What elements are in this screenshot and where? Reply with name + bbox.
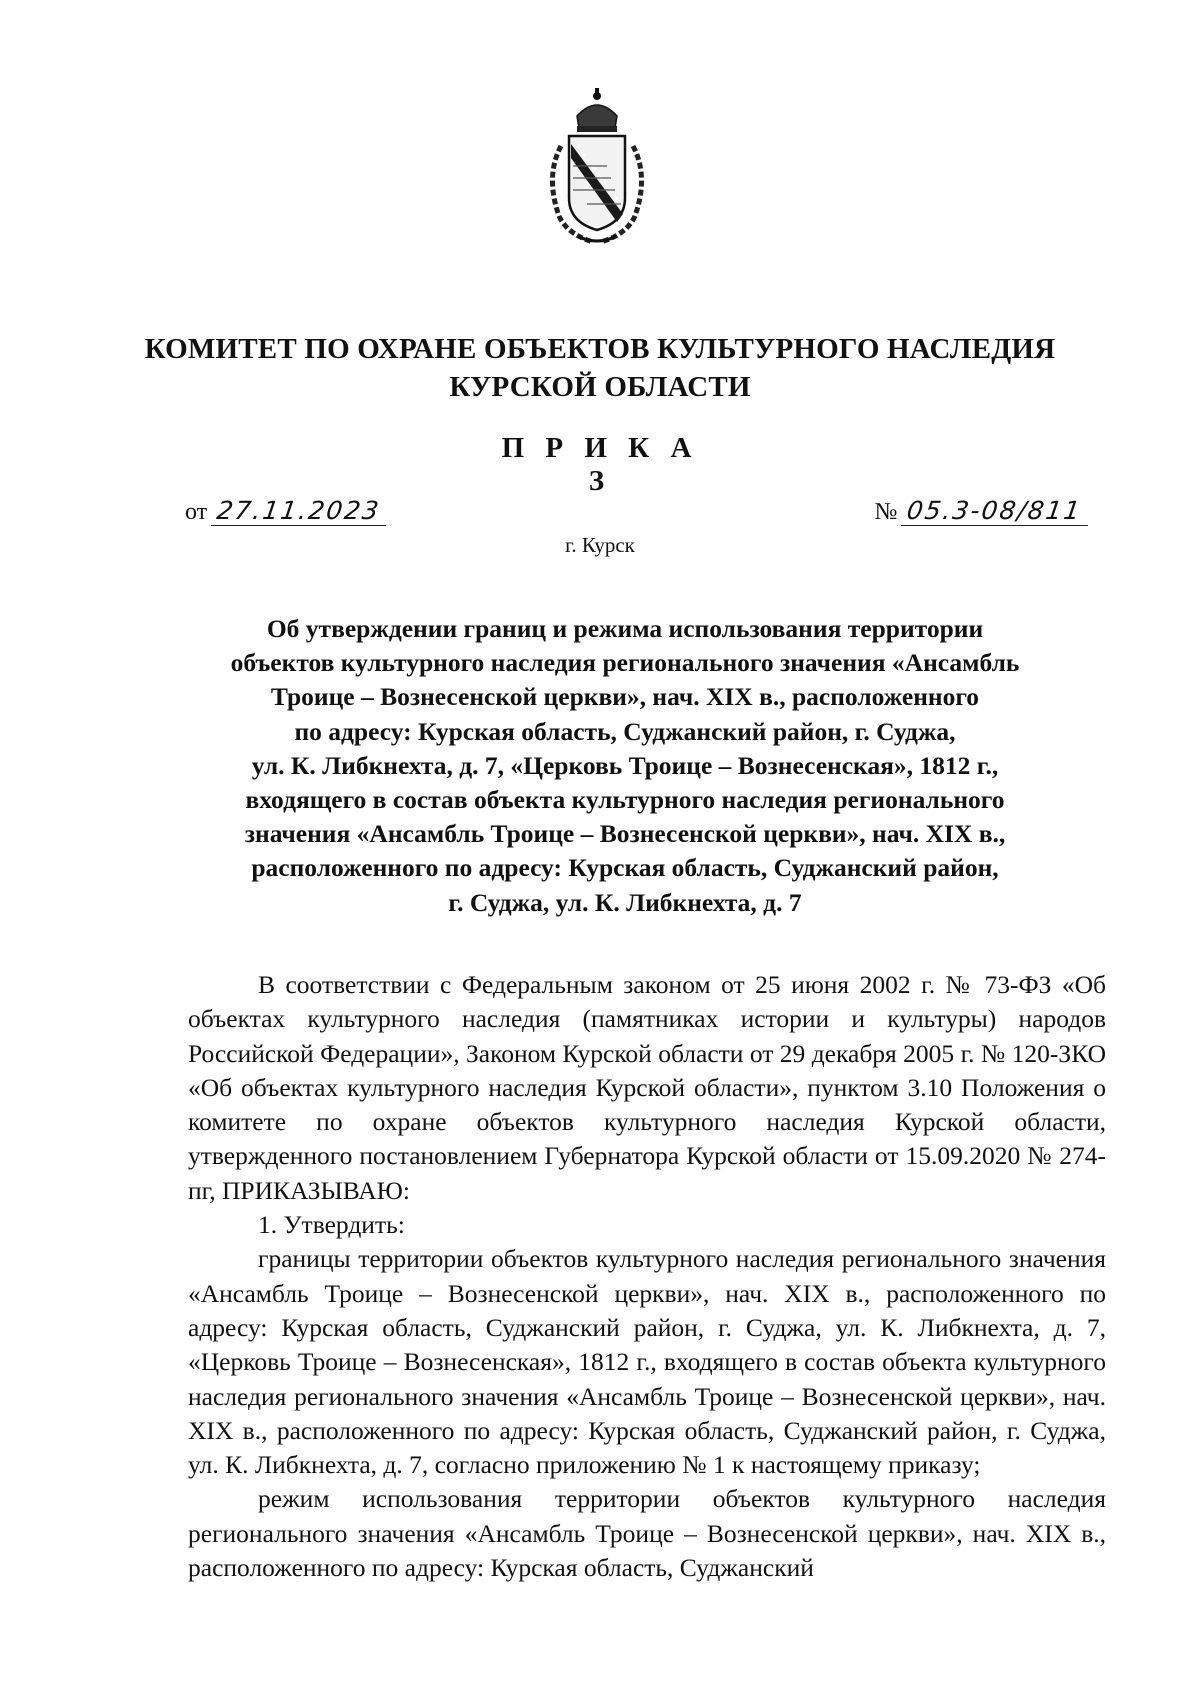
number-prefix: № <box>874 499 898 525</box>
date-row <box>185 496 388 526</box>
number-row <box>874 496 1090 526</box>
document-type: П Р И К А З <box>501 432 699 497</box>
organization-name-line-2: КУРСКОЙ ОБЛАСТИ <box>449 371 751 403</box>
item-1-heading: 1. Утвердить: <box>258 1210 405 1240</box>
order-title <box>185 612 1065 920</box>
title-line: Троице – Вознесенской церкви», нач. XIX в., расположенного <box>270 682 980 712</box>
boundaries-paragraph: границы территории объектов культурного наследия регионального значения «Ансамбль Троице – Вознесенской церкви», нач. XIX в., расположенного по адресу: Курская область, Суджанский район, г. Суджа, ул. К. Либкнехта, д. 7, «Церковь Троице – Вознесенская», 1812 г., входящего в состав объекта культурного наследия регионального значения «Ансамбль Троице – Вознесенской церкви», нач. XIX в., расположенного по адресу: Курская область, Суджанский район, г. Суджа, ул. К. Либкнехта, д. 7, согласно приложению № 1 к настоящему приказу; <box>188 1244 1106 1480</box>
title-line: объектов культурного наследия регионального значения «Ансамбль <box>230 648 1020 678</box>
date-prefix: от <box>185 499 208 525</box>
title-line: расположенного по адресу: Курская область, Суджанский район, <box>251 853 999 883</box>
kursk-oblast-coat-of-arms-icon <box>537 86 657 246</box>
handwritten-date: 27.11.2023 <box>211 496 390 526</box>
title-line: значения «Ансамбль Троице – Вознесенской церкви», нач. XIX в., <box>244 819 1006 849</box>
title-line: Об утверждении границ и режима использования территории <box>266 614 984 643</box>
title-line: ул. К. Либкнехта, д. 7, «Церковь Троице – Вознесенская», 1812 г., <box>251 750 999 780</box>
city: г. Курск <box>565 533 635 557</box>
title-line: по адресу: Курская область, Суджанский район, г. Суджа, <box>294 716 956 746</box>
organization-name-line-1: КОМИТЕТ ПО ОХРАНЕ ОБЪЕКТОВ КУЛЬТУРНОГО НАСЛЕДИЯ <box>144 333 1056 365</box>
intro-paragraph: В соответствии с Федеральным законом от 25 июня 2002 г. № 73-ФЗ «Об объектах культурного наследия (памятниках истории и культуры) народов Российской Федерации», Законом Курской области от 29 декабря 2005 г. № 120-ЗКО «Об объектах культурного наследия Курской области», пунктом 3.10 Положения о комитете по охране объектов культурного наследия Курской области, утвержденного постановлением Губернатора Курской области от 15.09.2020 № 274-пг, ПРИКАЗЫВАЮ: <box>188 970 1106 1205</box>
handwritten-number: 05.3-08/811 <box>901 496 1092 526</box>
regime-paragraph: режим использования территории объектов культурного наследия регионального значения «Ансамбль Троице – Вознесенской церкви», нач. XIX в., расположенного по адресу: Курская область, Суджанский <box>188 1484 1106 1583</box>
title-line: г. Суджа, ул. К. Либкнехта, д. 7 <box>448 887 802 917</box>
organization-name <box>100 330 1100 406</box>
title-line: входящего в состав объекта культурного наследия регионального <box>245 785 1005 815</box>
order-body <box>188 968 1106 1585</box>
